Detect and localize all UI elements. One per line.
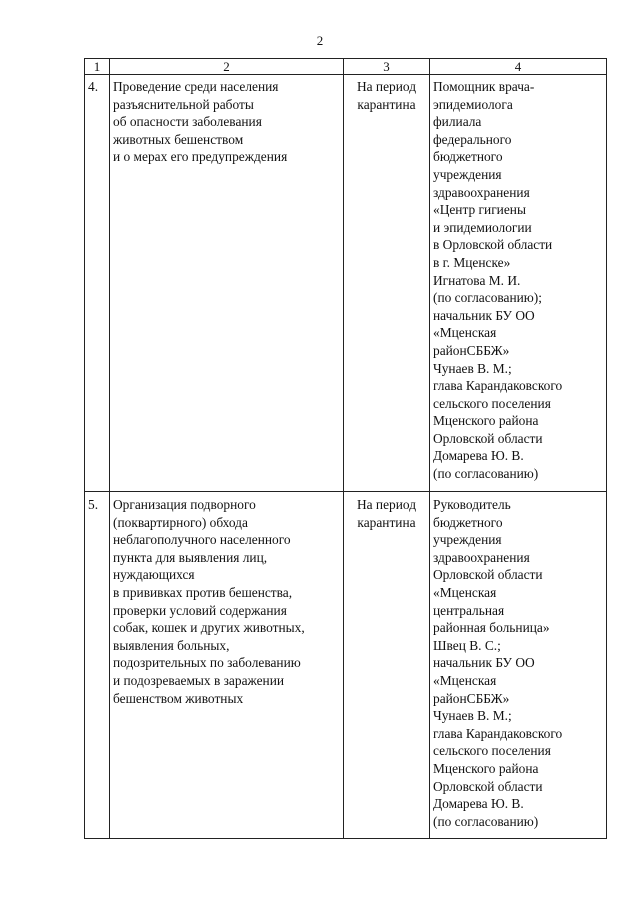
- cell-line: филиала: [433, 114, 482, 130]
- cell-line: в прививках против бешенства,: [113, 584, 293, 600]
- cell-line: эпидемиолога: [433, 96, 513, 112]
- cell-line: бешенством животных: [113, 690, 244, 706]
- cell-line: глава Карандаковского: [433, 725, 563, 741]
- table-row: [85, 492, 607, 839]
- measure-cell: [110, 75, 344, 492]
- column-header-1: 1: [85, 59, 110, 75]
- cell-line: Мценского района: [433, 413, 539, 429]
- cell-line: районСББЖ»: [433, 342, 510, 358]
- cell-line: «Мценская: [433, 672, 497, 688]
- cell-line: нуждающихся: [113, 567, 195, 583]
- cell-line: (по согласованию);: [433, 290, 542, 306]
- measures-table: [84, 58, 607, 839]
- cell-line: Швец В. С.;: [433, 637, 501, 653]
- cell-line: учреждения: [433, 532, 502, 548]
- cell-line: здравоохранения: [433, 184, 530, 200]
- cell-line: Чунаев В. М.;: [433, 708, 512, 724]
- cell-line: (по согласованию): [433, 813, 539, 829]
- cell-line: сельского поселения: [433, 395, 551, 411]
- table-row: [85, 75, 607, 492]
- cell-line: На период: [356, 79, 417, 94]
- cell-line: Проведение среди населения: [113, 79, 279, 94]
- cell-line: в Орловской области: [433, 237, 553, 253]
- cell-line: центральная: [433, 602, 505, 618]
- cell-line: начальник БУ ОО: [433, 655, 535, 671]
- cell-line: учреждения: [433, 166, 502, 182]
- column-header-4: 4: [430, 59, 607, 75]
- cell-line: Мценского района: [433, 760, 539, 776]
- cell-line: об опасности заболевания: [113, 114, 262, 130]
- cell-line: и эпидемиологии: [433, 219, 532, 235]
- cell-line: федерального: [433, 131, 512, 147]
- responsible-cell: [430, 492, 607, 839]
- period-cell: [344, 75, 430, 492]
- cell-line: и подозреваемых в заражении: [113, 672, 285, 688]
- cell-line: Организация подворного: [113, 497, 256, 512]
- cell-line: «Мценская: [433, 584, 497, 600]
- cell-line: Орловской области: [433, 778, 543, 794]
- cell-line: сельского поселения: [433, 743, 551, 759]
- cell-line: «Мценская: [433, 325, 497, 341]
- page-number: 2: [316, 33, 324, 48]
- measure-cell: [110, 492, 344, 839]
- cell-line: Помощник врача-: [433, 79, 535, 94]
- cell-line: (по согласованию): [433, 466, 539, 482]
- cell-line: неблагополучного населенного: [113, 532, 291, 548]
- cell-line: в г. Мценске»: [433, 254, 511, 270]
- cell-line: карантина: [357, 96, 416, 112]
- cell-line: бюджетного: [433, 149, 503, 165]
- cell-line: разъяснительной работы: [113, 96, 254, 112]
- column-header-3: 3: [344, 59, 430, 75]
- cell-line: проверки условий содержания: [113, 602, 287, 618]
- cell-line: Игнатова М. И.: [433, 272, 521, 288]
- cell-line: Чунаев В. М.;: [433, 360, 512, 376]
- cell-line: На период: [356, 497, 417, 512]
- cell-line: районная больница»: [433, 620, 550, 636]
- period-cell: [344, 492, 430, 839]
- cell-line: пункта для выявления лиц,: [113, 549, 268, 565]
- cell-line: и о мерах его предупреждения: [113, 149, 288, 165]
- cell-line: Орловской области: [433, 567, 543, 583]
- cell-line: карантина: [357, 514, 416, 530]
- cell-line: здравоохранения: [433, 549, 530, 565]
- cell-line: Домарева Ю. В.: [433, 448, 524, 464]
- column-header-2: 2: [110, 59, 344, 75]
- cell-line: (поквартирного) обхода: [113, 514, 248, 530]
- cell-line: Орловской области: [433, 430, 543, 446]
- cell-line: бюджетного: [433, 514, 503, 530]
- cell-line: Руководитель: [433, 497, 511, 512]
- cell-line: Домарева Ю. В.: [433, 796, 524, 812]
- cell-line: районСББЖ»: [433, 690, 510, 706]
- responsible-cell: [430, 75, 607, 492]
- row-number: 5.: [85, 492, 110, 839]
- cell-line: подозрительных по заболеванию: [113, 655, 301, 671]
- cell-line: животных бешенством: [113, 131, 244, 147]
- table-header-row: [85, 59, 607, 75]
- cell-line: «Центр гигиены: [433, 202, 526, 218]
- cell-line: глава Карандаковского: [433, 378, 563, 394]
- cell-line: начальник БУ ОО: [433, 307, 535, 323]
- row-number: 4.: [85, 75, 110, 492]
- cell-line: собак, кошек и других животных,: [113, 620, 305, 636]
- cell-line: выявления больных,: [113, 637, 230, 653]
